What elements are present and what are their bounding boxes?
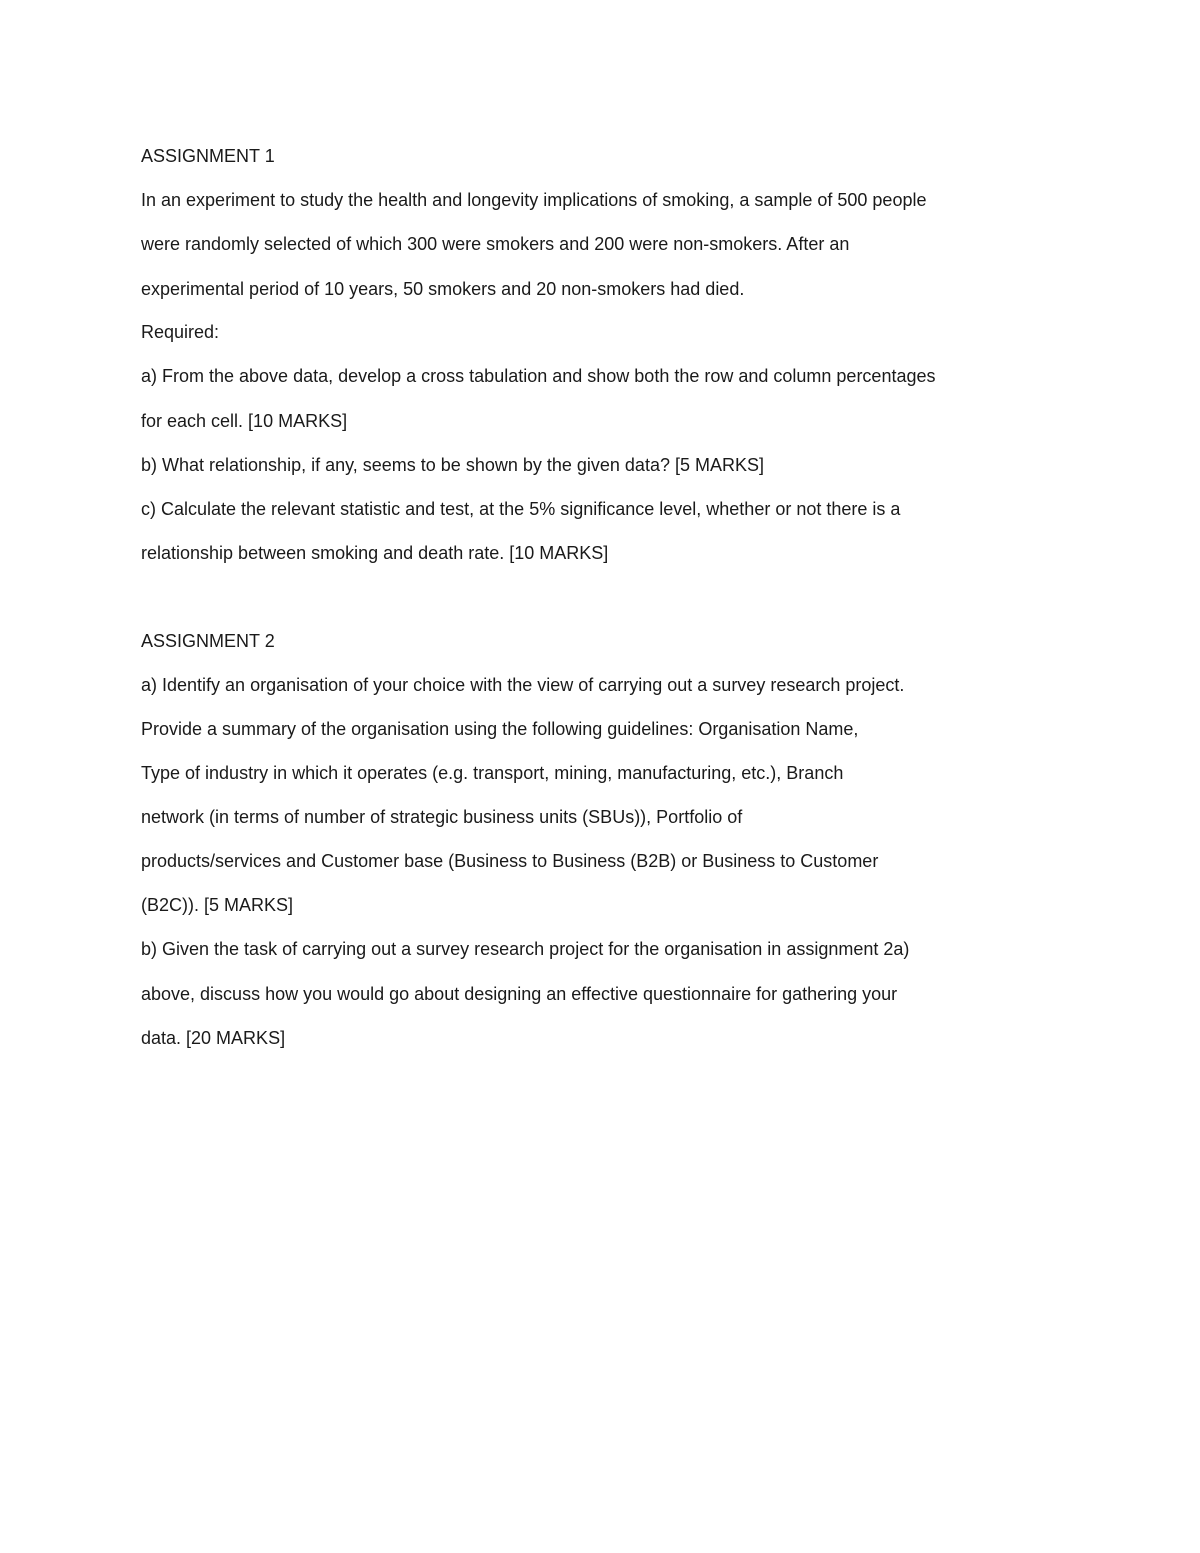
assignment-2-line: (B2C)). [5 MARKS]: [141, 895, 294, 915]
assignment-1-line: were randomly selected of which 300 were smokers and 200 were non-smokers. After an: [141, 234, 850, 254]
assignment-1-line: experimental period of 10 years, 50 smokers and 20 non-smokers had died.: [141, 279, 745, 299]
assignment-1-line: relationship between smoking and death rate. [10 MARKS]: [141, 543, 609, 563]
assignment-1-line: a) From the above data, develop a cross tabulation and show both the row and column percentages: [141, 366, 936, 386]
assignment-1-line: b) What relationship, if any, seems to be shown by the given data? [5 MARKS]: [141, 455, 764, 475]
assignment-1-heading: ASSIGNMENT 1: [141, 146, 275, 166]
assignment-1-line: c) Calculate the relevant statistic and test, at the 5% significance level, whether or not there is a: [141, 499, 901, 519]
assignment-2-heading: ASSIGNMENT 2: [141, 631, 275, 651]
assignment-2-line: Type of industry in which it operates (e.g. transport, mining, manufacturing, etc.), Branch: [141, 763, 844, 783]
assignment-2-line: b) Given the task of carrying out a survey research project for the organisation in assignment 2a): [141, 939, 910, 959]
assignment-1-line: Required:: [141, 322, 220, 342]
assignment-2-line: products/services and Customer base (Business to Business (B2B) or Business to Customer: [141, 851, 879, 871]
assignment-2-line: above, discuss how you would go about designing an effective questionnaire for gathering your: [141, 984, 898, 1004]
assignment-2-line: Provide a summary of the organisation using the following guidelines: Organisation Name,: [141, 719, 859, 739]
assignment-1-line: for each cell. [10 MARKS]: [141, 411, 348, 431]
assignment-1-line: In an experiment to study the health and longevity implications of smoking, a sample of 500 people: [141, 190, 927, 210]
assignment-2-line: data. [20 MARKS]: [141, 1028, 286, 1048]
assignment-2-line: network (in terms of number of strategic business units (SBUs)), Portfolio of: [141, 807, 743, 827]
assignment-2-line: a) Identify an organisation of your choice with the view of carrying out a survey research project.: [141, 675, 905, 695]
